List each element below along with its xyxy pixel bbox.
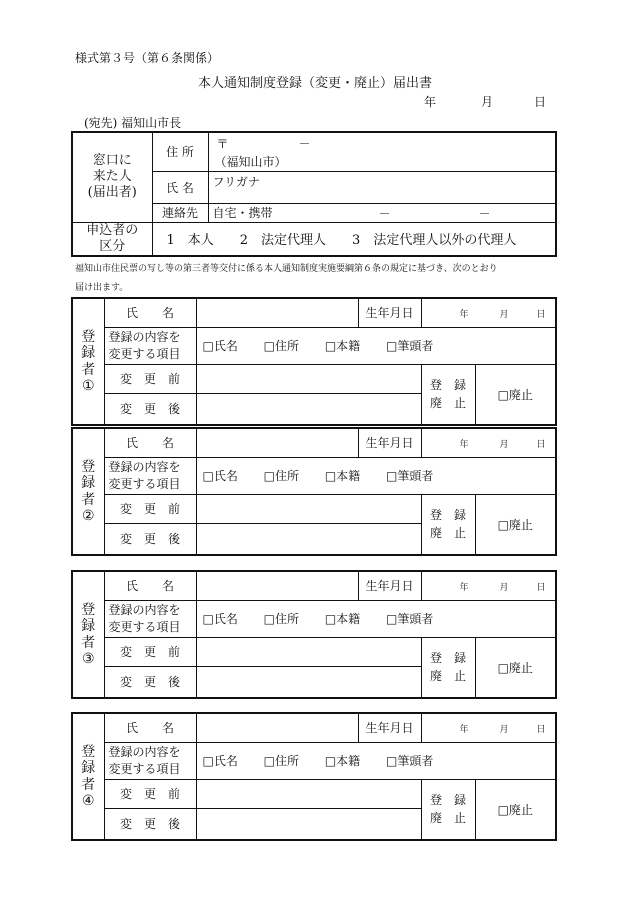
registrant-table-1 (71, 297, 557, 426)
category-options[interactable]: 1 本人 2 法定代理人 3 法定代理人以外の代理人 (152, 222, 556, 256)
birth-day: 日 (536, 310, 546, 320)
change-items-options (196, 457, 556, 494)
check-address[interactable]: □住所 (263, 612, 300, 626)
abolish-check[interactable]: □廃止 (475, 494, 556, 555)
change-items-label: 登録の内容を 変更する項目 (104, 742, 196, 779)
abolish-label: 登 録 廃 止 (421, 364, 475, 425)
registrant-name-label: 氏 名 (104, 571, 196, 600)
after-label: 変 更 後 (104, 393, 196, 425)
contact-dash-1: － (378, 206, 391, 221)
registrant-name-label: 氏 名 (104, 298, 196, 327)
name-label: 氏 名 (152, 171, 208, 203)
date-day-label: 日 (534, 95, 547, 109)
check-address[interactable]: □住所 (263, 754, 300, 768)
name-field[interactable] (208, 171, 556, 203)
contact-label: 連絡先 (152, 203, 208, 222)
before-label: 変 更 前 (104, 364, 196, 393)
after-field[interactable] (196, 666, 421, 698)
check-honseki[interactable]: □本籍 (324, 612, 361, 626)
abolish-label: 登 録 廃 止 (421, 637, 475, 698)
birth-year: 年 (459, 725, 469, 735)
birth-label: 生年月日 (358, 298, 421, 327)
birth-day: 日 (536, 440, 546, 450)
registrant-name-field[interactable] (196, 713, 358, 742)
address-label: 住 所 (152, 132, 208, 171)
notice-line-2: 届け出ます。 (75, 283, 129, 293)
before-field[interactable] (196, 779, 421, 808)
date-year-label: 年 (424, 95, 437, 109)
after-label: 変 更 後 (104, 666, 196, 698)
notice-line-1: 福知山市住民票の写し等の第三者等交付に係る本人通知制度実施要綱第６条の規定に基づき、次のとおり (75, 264, 498, 274)
check-name[interactable]: □氏名 (202, 612, 238, 626)
birth-label: 生年月日 (358, 428, 421, 457)
after-field[interactable] (196, 393, 421, 425)
contact-dash-2: － (478, 206, 491, 221)
postal-dash: － (298, 137, 311, 151)
registrant-label: 登 録 者 ① (72, 298, 104, 425)
check-name[interactable]: □氏名 (202, 469, 238, 483)
registrant-label: 登 録 者 ③ (72, 571, 104, 698)
registrant-label: 登 録 者 ④ (72, 713, 104, 840)
check-head[interactable]: □筆頭者 (386, 754, 434, 768)
birth-year: 年 (459, 583, 469, 593)
birth-month: 月 (499, 583, 509, 593)
after-label: 変 更 後 (104, 808, 196, 840)
address-field[interactable] (208, 132, 556, 171)
birth-label: 生年月日 (358, 713, 421, 742)
change-items-options (196, 742, 556, 779)
birth-date-field[interactable] (421, 428, 556, 457)
registrant-name-field[interactable] (196, 298, 358, 327)
applicant-table (71, 131, 557, 257)
before-field[interactable] (196, 364, 421, 393)
applicant-group-label: 窓口に 来た人 (届出者) (72, 132, 152, 222)
abolish-label: 登 録 廃 止 (421, 494, 475, 555)
birth-year: 年 (459, 310, 469, 320)
change-items-label: 登録の内容を 変更する項目 (104, 327, 196, 364)
birth-month: 月 (499, 310, 509, 320)
check-head[interactable]: □筆頭者 (386, 339, 434, 353)
check-head[interactable]: □筆頭者 (386, 612, 434, 626)
check-honseki[interactable]: □本籍 (324, 754, 361, 768)
registrant-name-label: 氏 名 (104, 713, 196, 742)
check-honseki[interactable]: □本籍 (324, 469, 361, 483)
check-honseki[interactable]: □本籍 (324, 339, 361, 353)
registrant-name-field[interactable] (196, 428, 358, 457)
change-items-label: 登録の内容を 変更する項目 (104, 457, 196, 494)
check-name[interactable]: □氏名 (202, 754, 238, 768)
registrant-table-3 (71, 570, 557, 699)
form-number: 様式第３号（第６条関係） (75, 51, 220, 65)
before-field[interactable] (196, 494, 421, 523)
after-field[interactable] (196, 808, 421, 840)
change-items-options (196, 600, 556, 637)
addressee: (宛先) 福知山市長 (84, 116, 182, 130)
before-label: 変 更 前 (104, 494, 196, 523)
birth-year: 年 (459, 440, 469, 450)
check-address[interactable]: □住所 (263, 339, 300, 353)
after-label: 変 更 後 (104, 523, 196, 555)
registrant-name-label: 氏 名 (104, 428, 196, 457)
birth-month: 月 (499, 725, 509, 735)
registrant-label: 登 録 者 ② (72, 428, 104, 555)
birth-label: 生年月日 (358, 571, 421, 600)
furigana-label: フリガナ (212, 174, 260, 189)
postal-mark: 〒 (216, 137, 229, 151)
check-name[interactable]: □氏名 (202, 339, 238, 353)
check-address[interactable]: □住所 (263, 469, 300, 483)
change-items-label: 登録の内容を 変更する項目 (104, 600, 196, 637)
registrant-table-4 (71, 712, 557, 841)
contact-field[interactable] (208, 203, 556, 222)
change-items-options (196, 327, 556, 364)
birth-day: 日 (536, 583, 546, 593)
birth-date-field[interactable] (421, 571, 556, 600)
registrant-table-2 (71, 427, 557, 556)
category-label: 申込者の 区分 (72, 222, 152, 256)
check-head[interactable]: □筆頭者 (386, 469, 434, 483)
abolish-check[interactable]: □廃止 (475, 364, 556, 425)
before-label: 変 更 前 (104, 779, 196, 808)
abolish-check[interactable]: □廃止 (475, 637, 556, 698)
abolish-label: 登 録 廃 止 (421, 779, 475, 840)
form-title: 本人通知制度登録（変更・廃止）届出書 (198, 76, 433, 91)
date-month-label: 月 (481, 95, 494, 109)
birth-date-field[interactable] (421, 713, 556, 742)
birth-day: 日 (536, 725, 546, 735)
before-label: 変 更 前 (104, 637, 196, 666)
abolish-check[interactable]: □廃止 (475, 779, 556, 840)
after-field[interactable] (196, 523, 421, 555)
registrant-name-field[interactable] (196, 571, 358, 600)
birth-month: 月 (499, 440, 509, 450)
before-field[interactable] (196, 637, 421, 666)
contact-value: 自宅・携帯 (212, 206, 273, 220)
address-city: （福知山市） (214, 155, 287, 169)
birth-date-field[interactable] (421, 298, 556, 327)
